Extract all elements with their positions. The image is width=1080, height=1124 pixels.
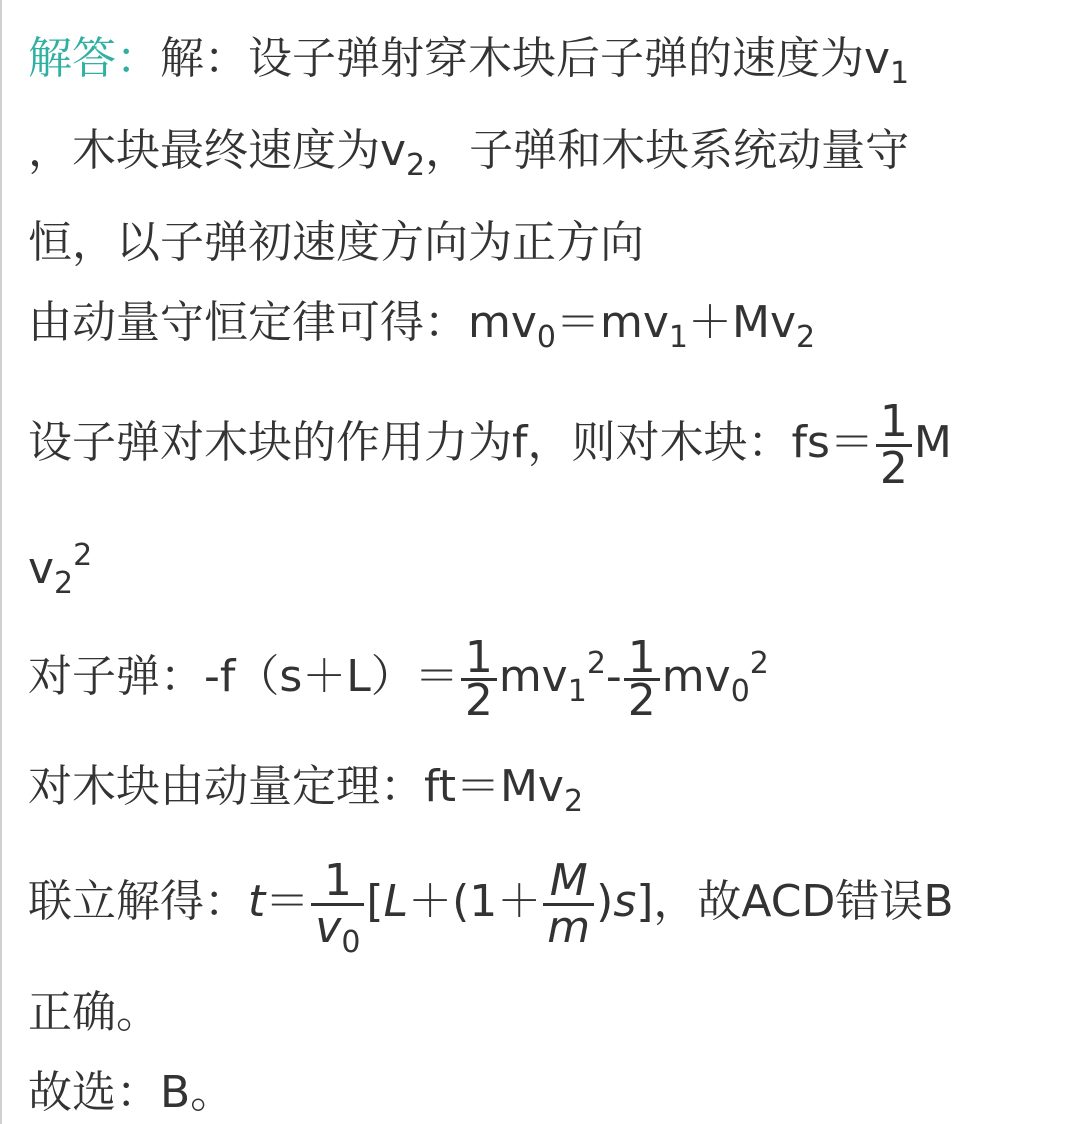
line-9-solution: 联立解得：t＝ $\frac{1}{v_0}$ [L＋(1＋ $\frac{M}{m}$ )s]，故ACD错误B — [28, 854, 954, 960]
line-7-bullet-energy: 对子弹：-f（s＋L）＝ $\frac{1}{2}$ $mv_1^2-$ $\frac{1}{2}$ $mv_0^2$ — [28, 631, 769, 726]
fraction-M-over-m: $\frac{M}{m}$ — [543, 859, 594, 950]
text-1: 解：设子弹射穿木块后子弹的速度为v — [160, 33, 891, 84]
line-4-momentum-equation: 由动量守恒定律可得：$mv_0=mv_1+Mv_2$ — [28, 297, 816, 355]
line-6: $v_2^2$ — [28, 538, 93, 601]
line-8-impulse: 对木块由动量定理：$ft=Mv_2$ — [28, 761, 584, 819]
answer-label: 解答： — [28, 33, 160, 84]
fraction-one-over-v0: $\frac{1}{v_0}$ — [311, 859, 364, 950]
fraction-half: $\frac{1}{2}$ — [876, 400, 912, 491]
line-5-work-energy-block: 设子弹对木块的作用力为f，则对木块：fs＝ $\frac{1}{2}$ M — [28, 395, 952, 494]
line-3: 恒，以子弹初速度方向为正方向 — [28, 217, 644, 268]
fraction-half-2: $\frac{1}{2}$ — [624, 638, 660, 721]
line-11-final-choice: 故选：B。 — [28, 1067, 235, 1118]
fraction-half-1: $\frac{1}{2}$ — [461, 638, 497, 721]
line-2: ，木块最终速度为$v_2$，子弹和木块系统动量守 — [28, 125, 910, 183]
line-10: 正确。 — [28, 987, 160, 1038]
line-1: 解答：解：设子弹射穿木块后子弹的速度为$v_1$ — [28, 33, 910, 91]
